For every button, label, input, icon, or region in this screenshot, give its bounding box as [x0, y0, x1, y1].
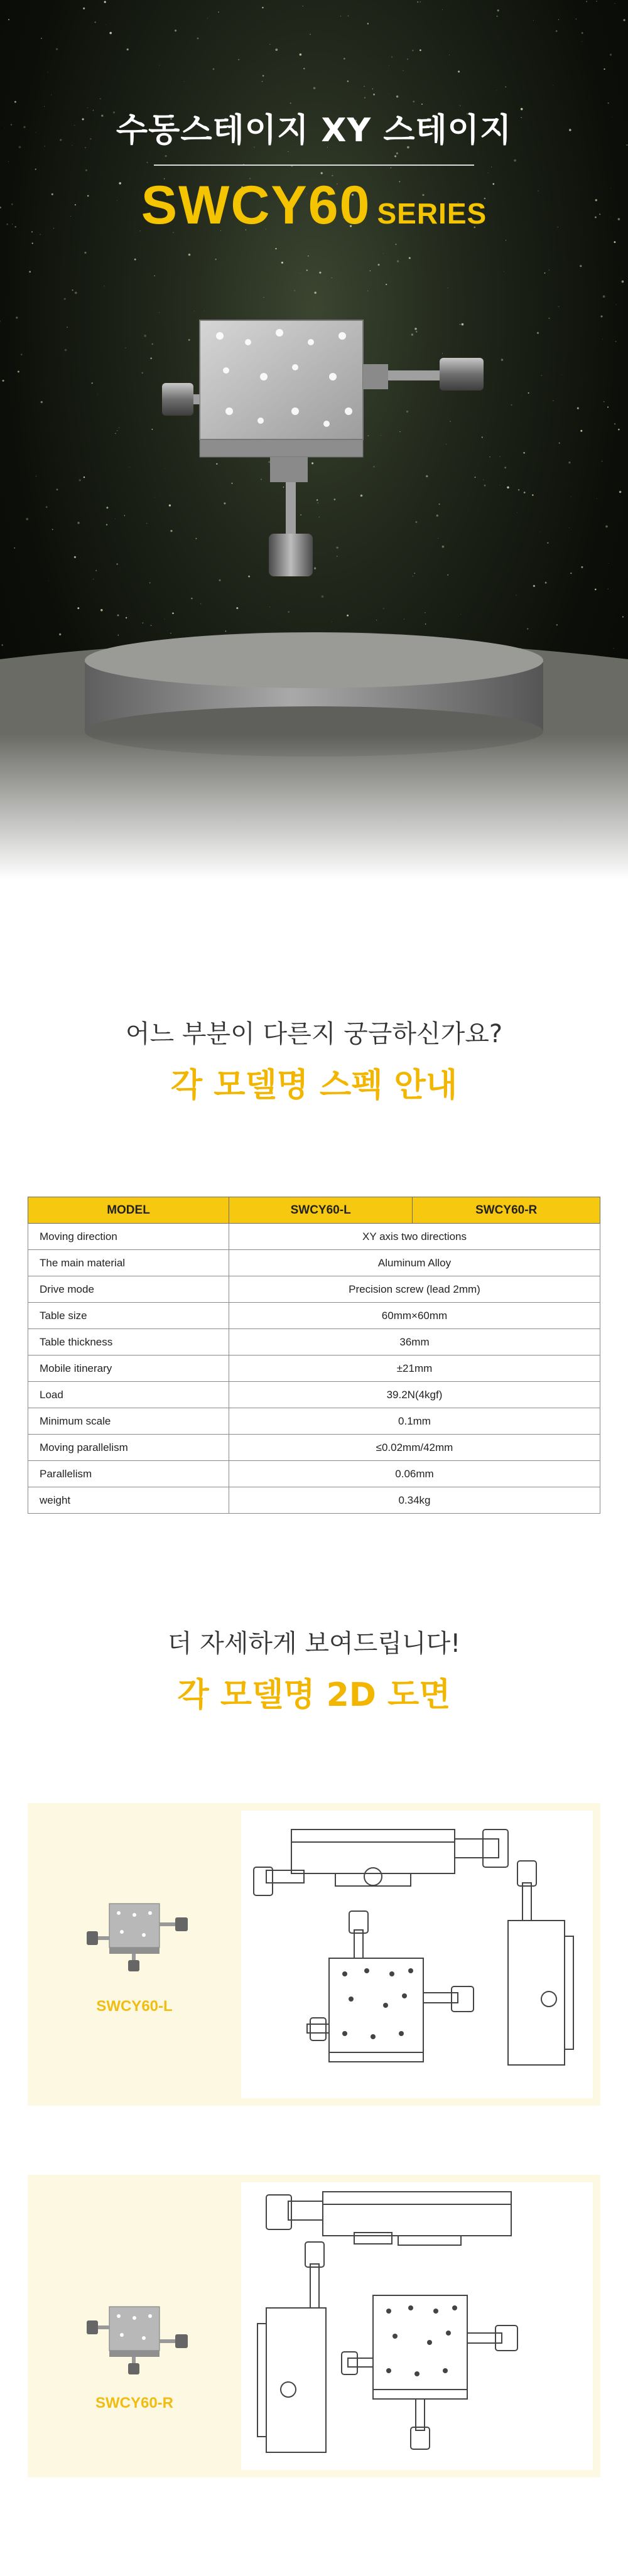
star-dot	[218, 11, 219, 12]
star-dot	[610, 53, 612, 55]
table-row	[28, 1435, 600, 1461]
star-dot	[377, 264, 379, 266]
star-dot	[165, 155, 167, 157]
star-dot	[147, 162, 148, 163]
star-dot	[269, 44, 270, 45]
star-dot	[281, 262, 283, 264]
product-thumbnail	[84, 1897, 191, 1973]
hero-banner	[0, 0, 628, 879]
star-dot	[596, 1, 597, 2]
spec-section	[0, 879, 628, 1514]
star-dot	[420, 50, 421, 51]
star-dot	[41, 38, 42, 39]
row-value: 0.34kg	[229, 1487, 600, 1514]
star-dot	[364, 86, 365, 87]
star-dot	[586, 1, 587, 3]
drawing-section	[0, 1514, 628, 2528]
star-dot	[275, 48, 278, 51]
star-dot	[514, 159, 516, 162]
row-label: Table size	[28, 1303, 229, 1329]
star-dot	[207, 18, 208, 19]
star-dot	[364, 97, 365, 99]
star-dot	[373, 94, 375, 95]
star-dot	[215, 259, 216, 260]
star-dot	[320, 172, 322, 174]
star-dot	[413, 100, 414, 102]
technical-drawing	[241, 1811, 593, 2098]
star-dot	[127, 48, 129, 50]
drawing-canvas	[241, 2182, 593, 2470]
star-dot	[491, 167, 492, 168]
star-dot	[262, 7, 263, 8]
star-dot	[8, 19, 9, 20]
row-value: 0.1mm	[229, 1408, 600, 1435]
row-value: 39.2N(4kgf)	[229, 1382, 600, 1408]
row-label: The main material	[28, 1250, 229, 1276]
row-value: Precision screw (lead 2mm)	[229, 1276, 600, 1303]
star-dot	[533, 20, 534, 21]
star-dot	[417, 1, 418, 3]
star-dot	[497, 16, 498, 17]
product-thumbnail	[84, 2300, 191, 2376]
hero-divider	[154, 164, 474, 166]
star-dot	[310, 34, 311, 35]
hero-title: 수동스테이지 XY 스테이지	[116, 112, 512, 149]
star-dot	[442, 9, 443, 10]
star-dot	[558, 19, 559, 20]
star-dot	[8, 161, 9, 162]
row-label: Minimum scale	[28, 1408, 229, 1435]
row-value: 36mm	[229, 1329, 600, 1355]
spec-table-header	[28, 1197, 600, 1224]
star-dot	[396, 153, 398, 154]
star-dot	[95, 21, 96, 23]
hero-series-suffix: SERIES	[377, 197, 487, 230]
star-dot	[396, 95, 399, 98]
star-dot	[109, 32, 112, 35]
star-dot	[575, 18, 577, 19]
star-dot	[604, 68, 605, 70]
row-value: ≤0.02mm/42mm	[229, 1435, 600, 1461]
technical-drawing	[241, 2182, 593, 2470]
star-dot	[396, 244, 397, 245]
star-dot	[407, 58, 408, 60]
row-value: XY axis two directions	[229, 1224, 600, 1250]
star-dot	[367, 23, 369, 24]
table-row	[28, 1329, 600, 1355]
star-dot	[84, 252, 86, 254]
row-value: ±21mm	[229, 1355, 600, 1382]
star-dot	[390, 167, 391, 168]
row-label: Load	[28, 1382, 229, 1408]
star-dot	[580, 265, 582, 267]
hero-model-name: SWCY60	[141, 175, 371, 235]
panel-model-label: SWCY60-R	[95, 2395, 174, 2412]
product-render	[0, 270, 628, 879]
star-dot	[614, 241, 615, 243]
star-dot	[391, 57, 392, 58]
star-dot	[556, 30, 558, 32]
row-label: Table thickness	[28, 1329, 229, 1355]
star-dot	[32, 242, 33, 244]
star-dot	[313, 87, 315, 89]
star-dot	[394, 155, 396, 157]
spec-section-heading	[0, 1014, 628, 1106]
star-dot	[56, 48, 58, 50]
star-dot	[383, 253, 384, 254]
panel-model-label: SWCY60-L	[96, 1998, 173, 2015]
star-dot	[14, 101, 16, 103]
star-dot	[420, 1, 421, 2]
row-label: Moving direction	[28, 1224, 229, 1250]
drawing-section-heading	[0, 1624, 628, 1715]
star-dot	[412, 50, 413, 51]
drawing-question: 더 자세하게 보여드립니다!	[167, 1629, 461, 1658]
header-swcy60-r: SWCY60-R	[413, 1197, 600, 1224]
star-dot	[83, 8, 85, 9]
table-row	[28, 1355, 600, 1382]
star-dot	[263, 75, 264, 76]
table-row	[28, 1382, 600, 1408]
spec-question: 어느 부분이 다른지 궁금하신가요?	[125, 1020, 503, 1048]
spec-title: 각 모델명 스펙 안내	[170, 1067, 458, 1104]
table-row	[28, 1276, 600, 1303]
star-dot	[397, 261, 399, 262]
table-row	[28, 1303, 600, 1329]
row-value: 60mm×60mm	[229, 1303, 600, 1329]
star-dot	[303, 68, 305, 69]
star-dot	[347, 80, 349, 82]
row-label: Parallelism	[28, 1461, 229, 1487]
hero-series-heading	[0, 175, 628, 237]
star-dot	[100, 98, 101, 99]
star-dot	[188, 254, 191, 256]
row-label: weight	[28, 1487, 229, 1514]
star-dot	[344, 58, 345, 60]
star-dot	[134, 259, 136, 261]
table-row	[28, 1224, 600, 1250]
star-dot	[409, 257, 411, 259]
table-row	[28, 1487, 600, 1514]
star-dot	[458, 70, 460, 72]
row-label: Mobile itinerary	[28, 1355, 229, 1382]
star-dot	[275, 248, 276, 249]
star-dot	[348, 15, 349, 16]
star-dot	[184, 81, 185, 82]
star-dot	[197, 38, 199, 40]
star-dot	[262, 81, 263, 82]
drawing-canvas	[241, 1811, 593, 2098]
star-dot	[175, 30, 176, 31]
drawing-panel-swcy60-r	[28, 2175, 600, 2477]
header-swcy60-l: SWCY60-L	[229, 1197, 413, 1224]
star-dot	[505, 87, 506, 88]
star-dot	[35, 169, 36, 170]
row-label: Drive mode	[28, 1276, 229, 1303]
drawing-panel-swcy60-l	[28, 1803, 600, 2106]
star-dot	[238, 59, 239, 60]
star-dot	[624, 19, 625, 21]
spec-table-container	[28, 1197, 600, 1514]
table-row	[28, 1461, 600, 1487]
star-dot	[497, 9, 499, 11]
row-value: Aluminum Alloy	[229, 1250, 600, 1276]
table-row	[28, 1250, 600, 1276]
row-label: Moving parallelism	[28, 1435, 229, 1461]
star-dot	[300, 53, 302, 56]
star-dot	[308, 256, 309, 257]
row-value: 0.06mm	[229, 1461, 600, 1487]
drawing-title: 각 모델명 2D 도면	[177, 1676, 451, 1714]
star-dot	[213, 68, 215, 70]
star-dot	[85, 170, 87, 171]
header-model: MODEL	[28, 1197, 229, 1224]
star-dot	[582, 32, 583, 34]
spec-table	[28, 1197, 600, 1514]
star-dot	[104, 1, 106, 3]
table-row	[28, 1408, 600, 1435]
